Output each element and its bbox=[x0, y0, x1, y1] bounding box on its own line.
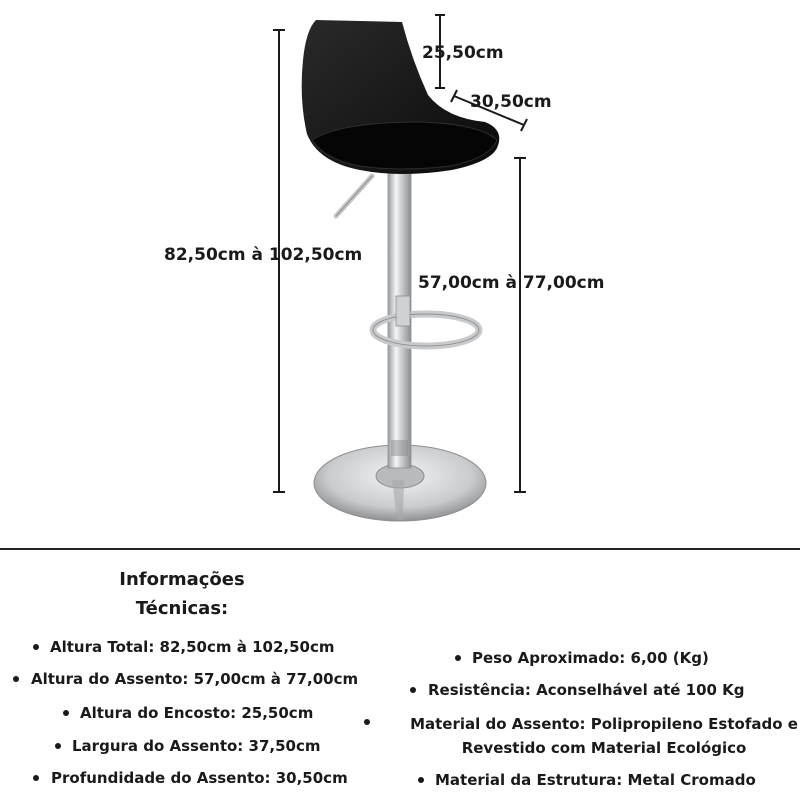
total-height-label: 82,50cm à 102,50cm bbox=[164, 245, 363, 265]
bullet-dot bbox=[63, 710, 69, 716]
spec-seat-width: Largura do Assento: 37,50cm bbox=[72, 737, 321, 755]
seat-height-dimension bbox=[514, 158, 526, 492]
info-title bbox=[92, 565, 272, 623]
info-title-line2: Técnicas: bbox=[135, 598, 229, 619]
spec-seat-height: Altura do Assento: 57,00cm à 77,00cm bbox=[31, 670, 359, 688]
bullet-dot bbox=[33, 644, 39, 650]
bullet-dot bbox=[33, 775, 39, 781]
spec-backrest-height: Altura do Encosto: 25,50cm bbox=[80, 704, 314, 722]
gas-lever bbox=[336, 176, 372, 216]
spec-resistance: Resistência: Aconselhável até 100 Kg bbox=[428, 681, 745, 699]
spec-structure-material: Material da Estrutura: Metal Cromado bbox=[435, 771, 756, 789]
bullet-dot bbox=[410, 687, 416, 693]
bullet-dot bbox=[55, 743, 61, 749]
spec-seat-depth: Profundidade do Assento: 30,50cm bbox=[51, 769, 348, 787]
bullet-dot bbox=[364, 719, 370, 725]
seat-depth-label: 30,50cm bbox=[470, 92, 552, 112]
seat-height-label: 57,00cm à 77,00cm bbox=[418, 273, 605, 293]
spec-weight: Peso Aproximado: 6,00 (Kg) bbox=[472, 649, 709, 667]
bullet-dot bbox=[418, 777, 424, 783]
spec-seat-material: Material do Assento: Polipropileno Estofado e Revestido com Material Ecológico bbox=[410, 715, 798, 757]
backrest-height-label: 25,50cm bbox=[422, 43, 504, 63]
info-title-line1: Informações bbox=[119, 569, 245, 590]
bullet-dot bbox=[455, 655, 461, 661]
spec-total-height: Altura Total: 82,50cm à 102,50cm bbox=[50, 638, 335, 656]
section-divider bbox=[0, 548, 800, 550]
bullet-dot bbox=[13, 676, 19, 682]
